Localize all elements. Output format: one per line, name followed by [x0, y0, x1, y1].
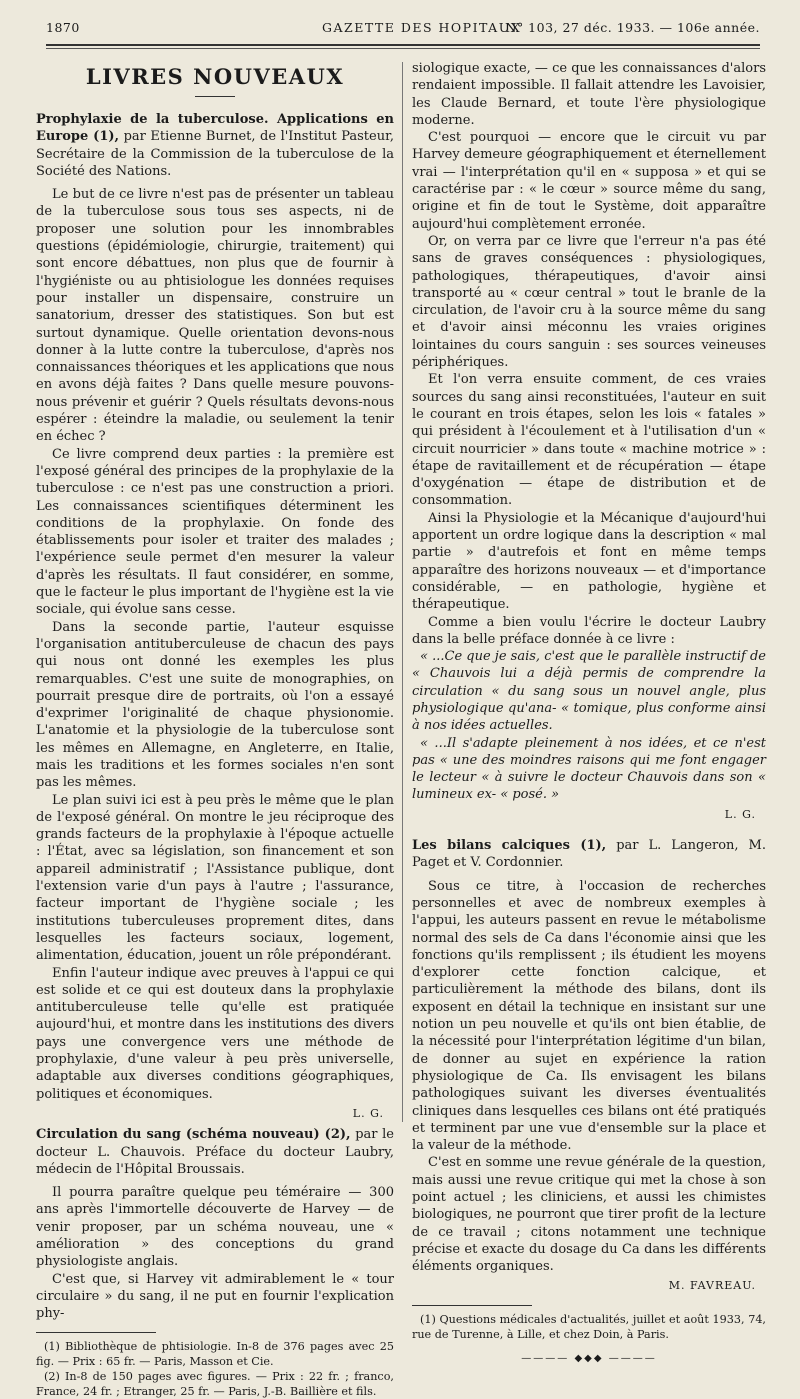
article-title: Prophylaxie de la tuberculose. Applications en Europe (1), [36, 112, 394, 145]
paragraph: Sous ce titre, à l'occasion de recherches personnelles et avec de nombreux exemples à l'appui, les auteurs passent en revue le métabolisme normal des sels de Ca dans l'économie ainsi que les fonctions qu'ils remplissent ; ils étudient les moyens d'explorer cette fonction calcique, et particulièrement la méthode des bilans, dont ils exposent en détail la technique en insistant sur une notion un peu nouvelle et qu'ils ont bien établie, de la nécessité pour l'interprétation légitime d'un bilan, de donner au sujet en expérience la ration physiologique de Ca. Ils envisagent les bilans pathologiques suivant les diverses éventualités cliniques dans lesquelles ces bilans ont été pratiqués et terminent par une vue d'ensemble sur la place et la valeur de la méthode. [412, 878, 766, 1154]
footnote: (1) Bibliothèque de phtisiologie. In-8 de 376 pages avec 25 fig. — Prix : 65 fr. — Paris, Masson et Cie. [36, 1340, 394, 1369]
paragraph: C'est en somme une revue générale de la question, mais aussi une revue critique qui met la chose à son point actuel ; les cliniciens, et aussi les chimistes biologiques, ne pourront que tirer profit de la lecture de ce travail ; citons notamment une technique précise et exacte du dosage du Ca dans les différents éléments organiques. [412, 1155, 766, 1275]
paragraph: Dans la seconde partie, l'auteur esquisse l'organisation antituberculeuse de chacun des pays qui nous ont donné les exemples les plus remarquables. C'est une suite de monographies, on pourrait presque dire de portraits, où l'on a essayé d'exprimer l'originalité de chaque physionomie. L'anatomie et la physiologie de la tuberculose sont les mêmes en Allemagne, en Angleterre, en Italie, mais les traditions et les formes sociales n'en sont pas les mêmes. [36, 619, 394, 791]
right-column [412, 60, 766, 1367]
paragraph: C'est que, si Harvey vit admirablement le « tour circulaire » du sang, il ne put en fournir l'explication phy- [36, 1271, 394, 1322]
article-byline: par le docteur L. Chauvois. Préface du docteur Laubry, médecin de l'Hôpital Broussais. [36, 1127, 394, 1177]
page-number: 1870 [46, 20, 80, 35]
paragraph: Ainsi la Physiologie et la Mécanique d'aujourd'hui apportent un ordre logique dans la description « mal partie » d'autrefois et font en même temps apparaître des horizons nouveaux — et d'importance considérable, — en pathologie, hygiène et thérapeutique. [412, 510, 766, 613]
signature: M. FAVREAU. [668, 1279, 756, 1293]
header-rule-thin [46, 48, 760, 49]
spacer [412, 827, 766, 837]
paragraph: siologique exacte, — ce que les connaissances d'alors rendaient impossible. Il fallait attendre les Lavoisier, les Claude Bernard, et toute l'ère physiologique moderne. [412, 61, 766, 128]
paragraph: Et l'on verra ensuite comment, de ces vraies sources du sang ainsi reconstituées, l'auteur en suit le courant en trois étapes, selon les lois « fatales » qui président à l'écoulement et à l'utilisation d'un « circuit nourricier » dans toute « machine motrice » : étape de ravitaillement et de récupération — étape d'oxygénation — étape de distribution et de consommation. [412, 372, 766, 509]
article-byline: par L. Langeron, M. Paget et V. Cordonnier. [412, 838, 766, 871]
footnote-rule [412, 1305, 532, 1306]
running-head [46, 20, 760, 40]
footnote: (2) In-8 de 150 pages avec figures. — Prix : 22 fr. ; franco, France, 24 fr. ; Etranger, 25 fr. — Paris, J.-B. Baillière et fils. [36, 1370, 394, 1399]
paragraph: C'est pourquoi — encore que le circuit vu par Harvey demeure géographiquement et éternellement vrai — l'interprétation qu'il en « supposa » et qui se caractérise par : « le cœur » source même du sang, origine et fin de tout le Système, doit apparaître aujourd'hui complètement erronée. [412, 130, 766, 232]
article-heading [36, 111, 394, 180]
footnote-rule [36, 1332, 156, 1333]
quotation: « ...Ce que je sais, c'est que le parallèle instructif de « Chauvois lui a déjà permis de comprendre la circulation « du sang sous un nouvel angle, plus physiologique qu'ana- « tomique, plus conforme ainsi à nos idées actuelles. [412, 649, 766, 734]
article-heading [412, 837, 766, 872]
paragraph: Enfin l'auteur indique avec preuves à l'appui ce qui est solide et ce qui est douteux dans la prophylaxie antituberculeuse telle qu'elle est pratiquée aujourd'hui, et montre dans les institutions des divers pays une convergence vers une méthode de prophylaxie, d'une valeur à peu près universelle, adaptable aux diverses conditions géographiques, politiques et économiques. [36, 965, 394, 1102]
title-rule [195, 96, 235, 97]
quotation: « ...Il s'adapte pleinement à nos idées, et ce n'est pas « une des moindres raisons qui me font engager le lecteur « à suivre le docteur Chauvois dans son « lumineux ex- « posé. » [412, 735, 766, 803]
left-column [36, 60, 394, 1399]
paragraph: Ce livre comprend deux parties : la première est l'exposé général des principes de la prophylaxie de la tuberculose : ce n'est pas une construction a priori. Les connaissances scientifiques déterminent les conditions de la prophylaxie. On fonde des établissements pour isoler et traiter des malades ; l'expérience seule permet d'en mesurer la valeur d'après les résultats. Il faut considérer, en somme, que le facteur le plus important de l'hygiène est la vie sociale, qui évolue sans cesse. [36, 446, 394, 618]
paragraph: Le plan suivi ici est à peu près le même que le plan de l'exposé général. On montre le jeu réciproque des grands facteurs de la prophylaxie à l'époque actuelle : l'État, avec sa législation, son financement et son appareil administratif ; l'Assistance publique, dont l'extension varie d'un pays à l'autre ; l'assurance, facteur important de l'hygiène sociale ; les institutions tuberculeuses proprement dites, dans lesquelles les facteurs sociaux, logement, alimentation, éducation, jouent un rôle prépondérant. [36, 792, 394, 964]
article-byline: par Etienne Burnet, de l'Institut Pasteur, Secrétaire de la Commission de la tuberculose de la Société des Nations. [36, 129, 395, 179]
paragraph: Or, on verra par ce livre que l'erreur n'a pas été sans de graves conséquences : physiologiques, pathologiques, thérapeutiques, d'avoir ainsi transporté au « cœur central » tout le branle de la circulation, de l'avoir cru à la source même du sang et d'avoir ainsi méconnu les vraies origines lointaines du cours sanguin : ses sources veineuses périphériques. [412, 233, 766, 371]
signature: L. G. [352, 1106, 384, 1120]
article-title: Circulation du sang (schéma nouveau) (2), [36, 1127, 351, 1143]
article-heading [36, 1126, 394, 1178]
paragraph: Le but de ce livre n'est pas de présenter un tableau de la tuberculose sous tous ses aspects, ni de proposer une solution pour les innombrables questions (épidémiologie, chirurgie, traitement) qui sont encore débattues, non plus que de fournir à l'hygiéniste ou au phtisiologue les données requises pour installer un dispensaire, construire un sanatorium, dresser des statistiques. Son but est surtout dynamique. Quelle orientation devons-nous donner à la lutte contre la tuberculose, d'après nos connaissances théoriques et les applications que nous en avons déjà faites ? Dans quelle mesure pouvons-nous prévenir et guérir ? Quels résultats devons-nous espérer : éteindre la maladie, ou seulement la tenir en échec ? [36, 187, 394, 445]
header-rule [46, 44, 760, 46]
paragraph: Il pourra paraître quelque peu téméraire — 300 ans après l'immortelle découverte de Harvey — de venir proposer, par un schéma nouveau, une « amélioration » des conceptions du grand physiologiste anglais. [36, 1185, 394, 1270]
section-title: LIVRES NOUVEAUX [85, 64, 345, 89]
footnote: (1) Questions médicales d'actualités, juillet et août 1933, 74, rue de Turenne, à Lille, et chez Doin, à Paris. [412, 1312, 766, 1341]
paragraph: Comme a bien voulu l'écrire le docteur Laubry dans la belle préface donnée à ce livre : [412, 614, 766, 647]
article-title: Les bilans calciques (1), [412, 838, 607, 854]
column-divider [402, 62, 403, 1122]
journal-title: GAZETTE DES HOPITAUX [322, 20, 522, 35]
end-ornament: ———— ◆◆◆ ———— [521, 1352, 657, 1364]
issue-info: N° 103, 27 déc. 1933. — 106e année. [505, 20, 760, 35]
signature: L. G. [724, 807, 756, 821]
